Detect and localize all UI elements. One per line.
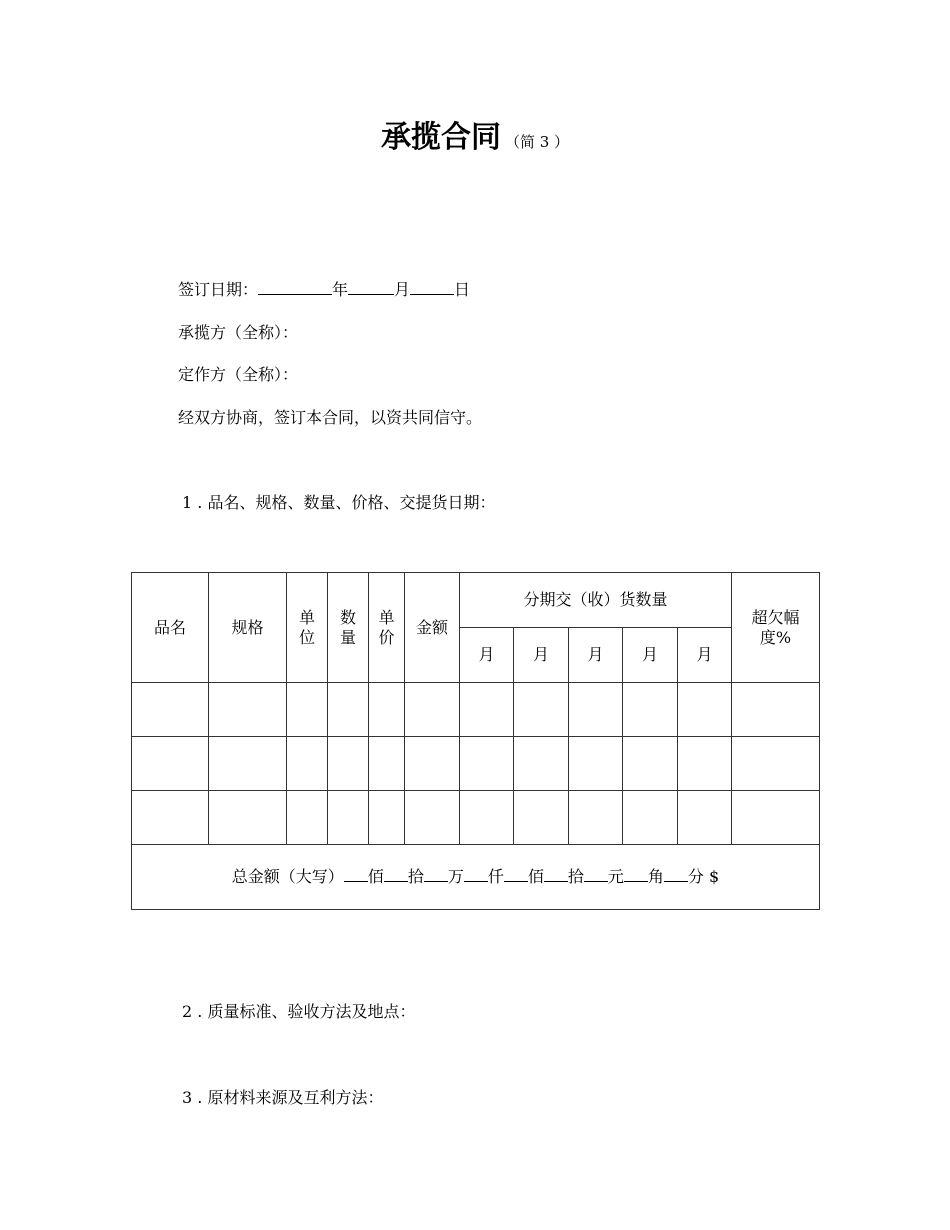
header-spec: 规格: [209, 573, 287, 683]
month-label: 月: [394, 280, 411, 299]
blank: [504, 867, 528, 882]
blank: [384, 867, 408, 882]
sign-date-line: [178, 277, 470, 300]
day-label: 日: [454, 280, 471, 299]
preamble: 经双方协商，签订本合同，以资共同信守。: [178, 408, 483, 427]
total-unit: 佰: [367, 867, 384, 886]
header-unit-text: 单位: [299, 607, 316, 647]
document-title: [0, 112, 950, 156]
total-suffix: $: [709, 867, 720, 886]
table-cell[interactable]: [287, 791, 328, 845]
header-month: 月: [623, 628, 678, 683]
table-cell[interactable]: [569, 683, 623, 737]
blank: [664, 867, 688, 882]
table-cell[interactable]: [132, 683, 209, 737]
header-month: 月: [460, 628, 514, 683]
title-main: 承揽合同: [380, 120, 501, 155]
table-cell[interactable]: [209, 791, 287, 845]
total-unit: 分: [687, 867, 704, 886]
header-qty-text: 数量: [340, 607, 357, 647]
table-cell[interactable]: [287, 683, 328, 737]
table-cell[interactable]: [460, 791, 514, 845]
table-cell[interactable]: [460, 683, 514, 737]
table-cell[interactable]: [328, 683, 369, 737]
contractor-label: 承揽方（全称）：: [178, 323, 299, 342]
table-cell[interactable]: [328, 791, 369, 845]
orderer-label: 定作方（全称）：: [178, 365, 299, 384]
total-unit: 拾: [407, 867, 424, 886]
table-cell[interactable]: [678, 791, 732, 845]
table-row: [132, 737, 820, 791]
table-cell[interactable]: [405, 791, 460, 845]
header-price: [369, 573, 405, 683]
section-1-heading: 1 . 品名、规格、数量、价格、交提货日期：: [182, 493, 496, 512]
table-cell[interactable]: [209, 683, 287, 737]
table-cell[interactable]: [569, 791, 623, 845]
blank: [544, 867, 568, 882]
total-unit: 拾: [567, 867, 584, 886]
section-2-heading: 2 . 质量标准、验收方法及地点：: [182, 1002, 416, 1021]
table-cell[interactable]: [514, 737, 569, 791]
table-cell[interactable]: [678, 683, 732, 737]
table-cell[interactable]: [678, 737, 732, 791]
table-cell[interactable]: [460, 737, 514, 791]
total-row: [132, 845, 820, 910]
header-unit: [287, 573, 328, 683]
table-cell[interactable]: [132, 791, 209, 845]
table-cell[interactable]: [569, 737, 623, 791]
day-blank[interactable]: [410, 280, 454, 295]
header-month: 月: [514, 628, 569, 683]
table-cell[interactable]: [732, 683, 820, 737]
table-cell[interactable]: [623, 683, 678, 737]
table-cell[interactable]: [514, 791, 569, 845]
table-cell[interactable]: [369, 791, 405, 845]
header-tolerance-text: 超欠幅度%: [751, 607, 800, 647]
blank: [424, 867, 448, 882]
total-unit: 佰: [527, 867, 544, 886]
total-unit: 角: [647, 867, 664, 886]
section-3-heading: 3 . 原材料来源及互利方法：: [182, 1088, 384, 1107]
table-cell[interactable]: [732, 791, 820, 845]
table-cell[interactable]: [369, 737, 405, 791]
blank: [584, 867, 608, 882]
table-cell[interactable]: [132, 737, 209, 791]
header-qty: [328, 573, 369, 683]
total-unit: 万: [447, 867, 464, 886]
sign-date-label: 签订日期：: [178, 280, 259, 299]
header-tolerance: [732, 573, 820, 683]
table-cell[interactable]: [209, 737, 287, 791]
table-row: [132, 683, 820, 737]
table-cell[interactable]: [328, 737, 369, 791]
goods-table: [131, 572, 820, 910]
table-cell[interactable]: [732, 737, 820, 791]
title-note: （简 3 ）: [504, 133, 570, 151]
table-cell[interactable]: [623, 791, 678, 845]
total-unit: 元: [607, 867, 624, 886]
header-installments: 分期交（收）货数量: [460, 573, 732, 628]
table-cell[interactable]: [287, 737, 328, 791]
table-cell[interactable]: [369, 683, 405, 737]
table-cell[interactable]: [623, 737, 678, 791]
table-cell[interactable]: [514, 683, 569, 737]
header-row-1: [132, 573, 820, 628]
year-blank[interactable]: [258, 280, 332, 295]
header-name: 品名: [132, 573, 209, 683]
header-month: 月: [678, 628, 732, 683]
header-price-text: 单价: [378, 607, 395, 647]
table-cell[interactable]: [405, 683, 460, 737]
table-cell[interactable]: [405, 737, 460, 791]
month-blank[interactable]: [348, 280, 394, 295]
blank: [464, 867, 488, 882]
header-amount: 金额: [405, 573, 460, 683]
total-label: 总金额（大写）: [231, 867, 344, 886]
year-label: 年: [332, 280, 349, 299]
blank: [624, 867, 648, 882]
total-unit: 仟: [487, 867, 504, 886]
table-row: [132, 791, 820, 845]
blank: [344, 867, 368, 882]
total-amount-cell[interactable]: [132, 845, 820, 910]
header-month: 月: [569, 628, 623, 683]
